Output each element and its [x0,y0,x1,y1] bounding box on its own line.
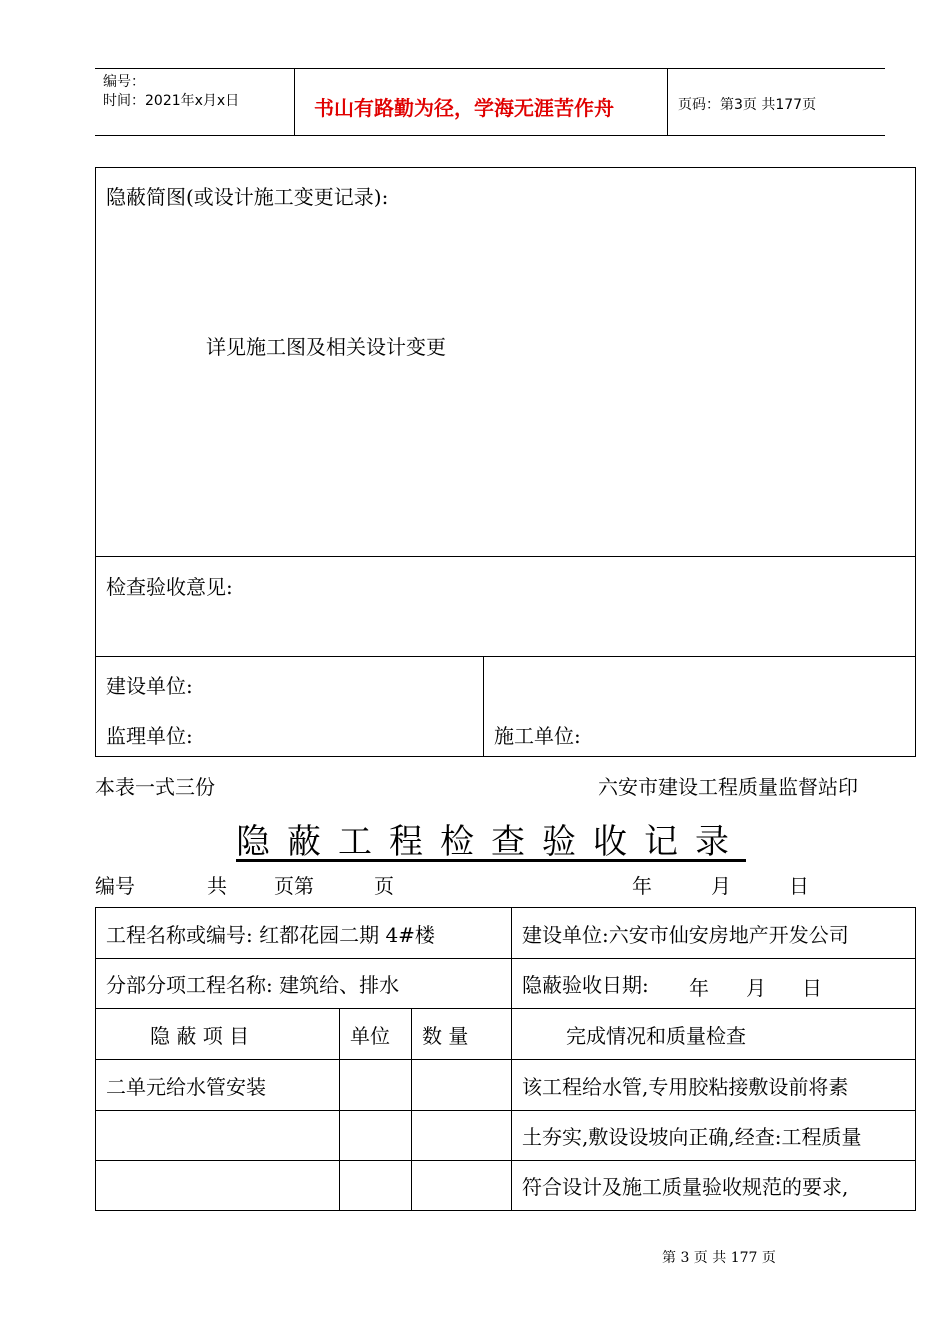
col-header-unit: 单位 [340,1009,412,1060]
supervisor-label: 监理单位: [106,724,193,748]
record-table [95,907,916,1211]
opinion-label: 检查验收意见: [106,575,233,599]
project-name-cell [96,908,512,959]
meta-code: 编号 [95,874,135,898]
header-time-label: 时间：2021年x月x日 [103,93,240,109]
upper-inspection-table [95,167,916,757]
owner-name: 建设单位:六安市仙安房地产开发公司 [522,922,849,947]
meta-year: 年 [632,874,652,898]
contractor-cell [484,657,916,757]
project-name: 工程名称或编号: 红都花园二期 4#楼 [106,922,435,947]
col-header-item: 隐 蔽 项 目 [96,1009,340,1060]
header-top-rule [95,68,885,69]
sketch-note: 详见施工图及相关设计变更 [206,335,446,359]
col-header-check: 完成情况和质量检查 [512,1009,916,1060]
header-divider-left [294,69,295,136]
date-cell [512,959,916,1009]
table-row [96,1060,916,1111]
opinion-cell [96,557,916,657]
meta-day: 日 [789,874,809,898]
sketch-cell [96,168,916,557]
table-row [96,1111,916,1161]
table-row [96,1161,916,1211]
footer-page-number: 第 3 页 共 177 页 [662,1250,776,1266]
header-page-label: 页码：第3页 共177页 [678,97,817,113]
sketch-label: 隐蔽简图(或设计施工变更记录): [106,185,389,209]
row-item: 二单元给水管安装 [106,1074,266,1099]
contractor-label: 施工单位: [494,724,581,748]
subproject-cell [96,959,512,1009]
header-code-label: 编号： [103,74,145,90]
meta-page-no: 页第 [274,874,314,898]
subproject-name: 分部分项工程名称: 建筑给、排水 [106,973,400,997]
stamp-note: 六安市建设工程质量监督站印 [598,775,858,799]
date-year: 年 [689,976,710,1000]
row-check: 土夯实,敷设设坡向正确,经查:工程质量 [522,1125,862,1149]
copies-note: 本表一式三份 [95,775,215,799]
row-check: 该工程给水管,专用胶粘接敷设前将素 [522,1074,849,1099]
meta-total: 共 [207,874,227,898]
header-divider-right [667,69,668,136]
owner-cell [512,908,916,959]
date-month: 月 [746,976,767,1000]
row-check: 符合设计及施工质量验收规范的要求, [522,1175,849,1199]
header-bottom-rule [95,135,885,136]
meta-page: 页 [374,874,394,898]
owner-supervisor-cell [96,657,484,757]
header-motto: 书山有路勤为径，学海无涯苦作舟 [314,96,614,120]
record-title: 隐蔽工程检查验收记录 [236,822,746,862]
date-label: 隐蔽验收日期: [522,973,649,997]
date-day: 日 [802,976,823,1000]
owner-label: 建设单位: [106,674,193,698]
meta-month: 月 [711,874,731,898]
col-header-qty: 数 量 [412,1009,512,1060]
